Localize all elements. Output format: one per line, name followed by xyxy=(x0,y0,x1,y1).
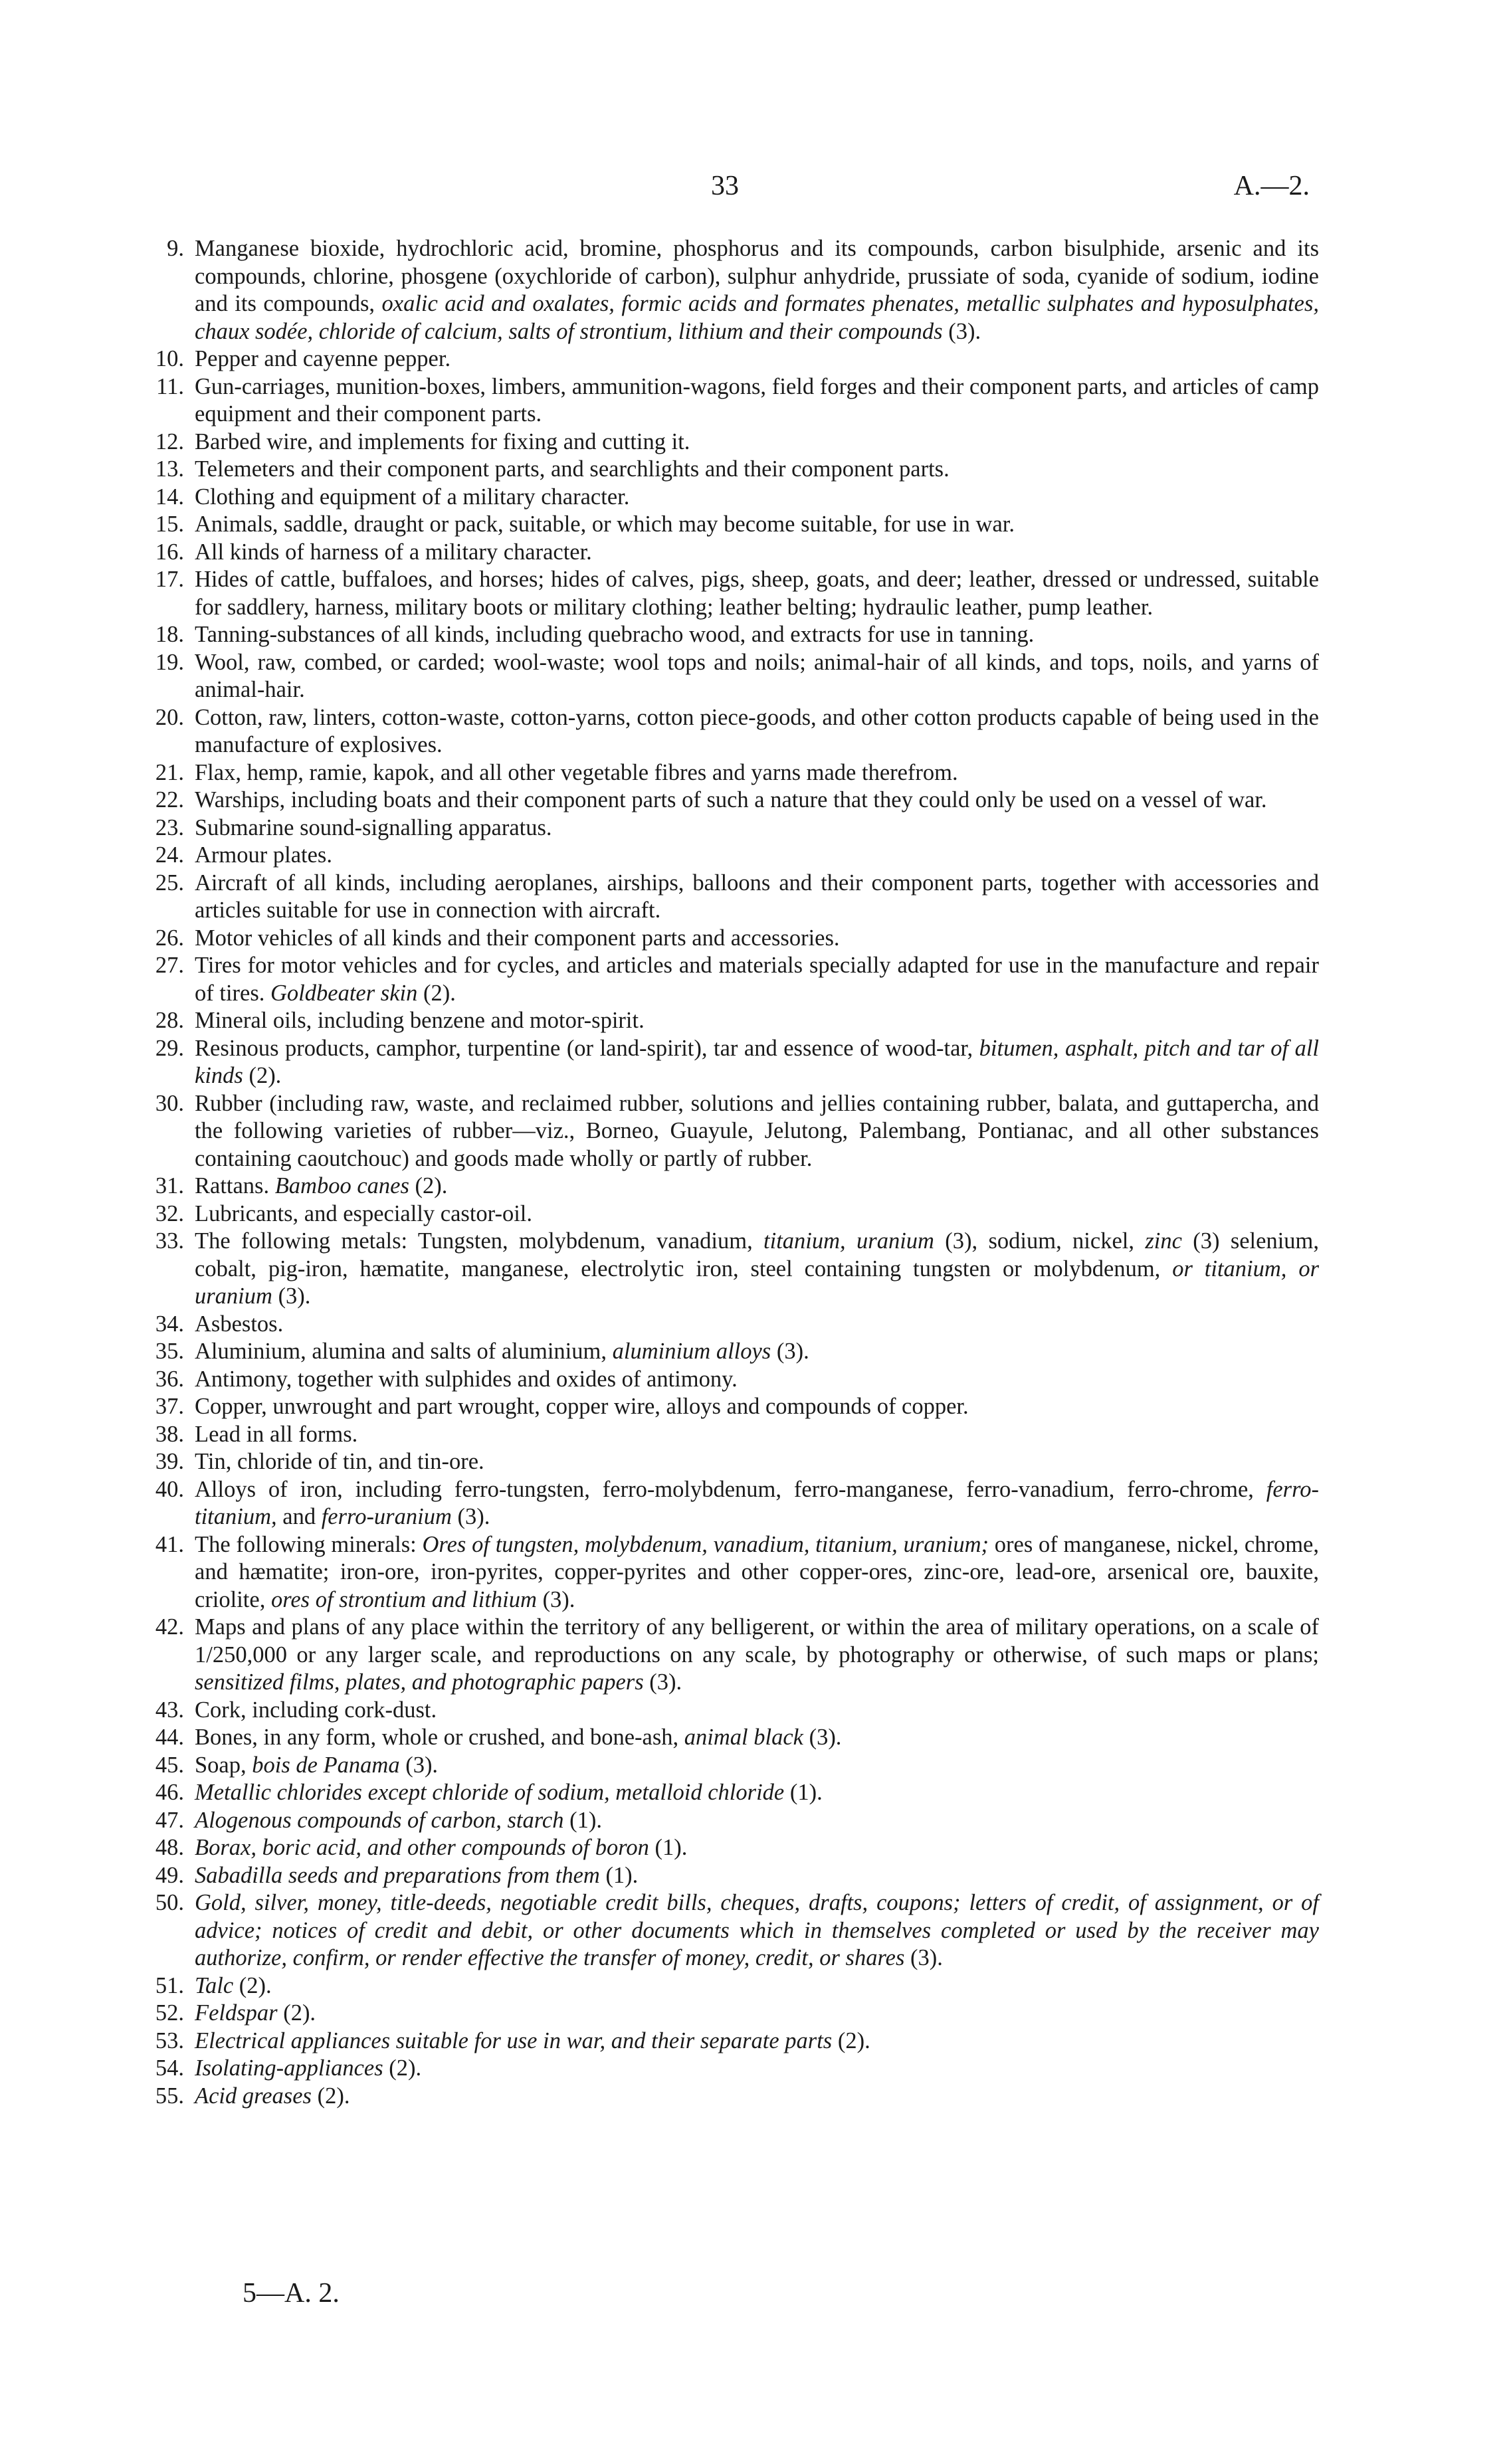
item-number: 55. xyxy=(155,2083,184,2109)
text-segment: (3). xyxy=(643,1669,682,1695)
item-text xyxy=(195,1476,1319,1531)
italic-text-segment: Talc xyxy=(195,1972,234,1998)
list-item xyxy=(143,1173,1319,1200)
list-item xyxy=(143,1889,1319,1972)
text-segment: Antimony, together with sulphides and oxides of antimony. xyxy=(195,1366,738,1392)
item-number: 25. xyxy=(155,870,184,896)
text-segment: Tires for motor vehicles and for cycles, and articles and materials specially adapted for use in the manufacture and repair of tires. xyxy=(195,953,1319,1006)
text-segment: Hides of cattle, buffaloes, and horses; hides of calves, pigs, sheep, goats, and deer; leather, dressed or undressed, suitable for saddlery, harness, military boots or military clothing; leather belting; hydraulic leather, pump leather. xyxy=(195,567,1319,620)
italic-text-segment: oxalic acid and oxalates, formic acids and formates phenates, metallic sulphates and hyposulphates, chaux sodée, chloride of calcium, salts of strontium, lithium and their compounds xyxy=(195,291,1319,344)
list-item xyxy=(143,1035,1319,1090)
list-item xyxy=(143,2083,1319,2111)
item-text xyxy=(195,1448,1319,1476)
text-segment: Lead in all forms. xyxy=(195,1421,358,1447)
item-text xyxy=(195,1889,1319,1972)
item-text xyxy=(195,1697,1319,1725)
text-segment: Submarine sound-signalling apparatus. xyxy=(195,814,552,840)
text-segment: Mineral oils, including benzene and motor-spirit. xyxy=(195,1008,645,1033)
list-item xyxy=(143,1614,1319,1697)
item-number: 19. xyxy=(155,649,184,675)
item-text xyxy=(195,870,1319,925)
italic-text-segment: Electrical appliances suitable for use in war, and their separate parts xyxy=(195,2028,833,2053)
item-number: 29. xyxy=(155,1035,184,1061)
text-segment: (3). xyxy=(904,1945,943,1970)
item-text xyxy=(195,952,1319,1007)
italic-text-segment: Goldbeater skin xyxy=(270,980,418,1006)
text-segment: (3). xyxy=(399,1752,439,1778)
text-segment: Resinous products, camphor, turpentine (or land-spirit), tar and essence of wood-tar, xyxy=(195,1035,979,1061)
list-item xyxy=(143,1807,1319,1835)
item-number: 10. xyxy=(155,346,184,371)
list-item xyxy=(143,1779,1319,1807)
list-item xyxy=(143,787,1319,814)
text-segment: (2). xyxy=(383,2055,422,2081)
item-text xyxy=(195,2055,1319,2083)
item-text xyxy=(195,1311,1319,1339)
text-segment: Barbed wire, and implements for fixing and cutting it. xyxy=(195,428,690,454)
text-segment: (2). xyxy=(311,2083,350,2109)
italic-text-segment: sensitized films, plates, and photographic papers xyxy=(195,1669,644,1695)
text-segment: Tanning-substances of all kinds, including quebracho wood, and extracts for use in tanning. xyxy=(195,622,1035,647)
text-segment: Maps and plans of any place within the territory of any belligerent, or within the area of military operations, on a scale of 1/250,000 or any larger scale, and reproductions on any scale, by photography or otherwise, of such maps or plans; xyxy=(195,1614,1319,1667)
item-number: 35. xyxy=(155,1339,184,1364)
item-number: 53. xyxy=(155,2028,184,2053)
item-text xyxy=(195,539,1319,567)
item-number: 45. xyxy=(155,1752,184,1778)
item-text xyxy=(195,1035,1319,1090)
item-text xyxy=(195,511,1319,539)
item-number: 40. xyxy=(155,1476,184,1502)
item-text xyxy=(195,456,1319,484)
list-item xyxy=(143,235,1319,345)
item-number: 34. xyxy=(155,1311,184,1337)
item-number: 50. xyxy=(155,1890,184,1915)
list-item xyxy=(143,1090,1319,1173)
item-number: 54. xyxy=(155,2055,184,2081)
item-text xyxy=(195,1007,1319,1035)
italic-text-segment: Ores of tungsten, molybdenum, vanadium, titanium, uranium; xyxy=(422,1531,989,1557)
item-text xyxy=(195,1200,1319,1228)
text-segment: ores of manganese, nickel, chrome, and hæmatite; iron-ore, iron-pyrites, copper-pyrites and other copper-ores, zinc-ore, lead-ore, arsenical ore, bauxite, criolite, xyxy=(195,1531,1319,1612)
list-item xyxy=(143,373,1319,428)
italic-text-segment: zinc xyxy=(1145,1228,1182,1254)
italic-text-segment: ores of strontium and lithium xyxy=(270,1586,537,1612)
list-item xyxy=(143,1697,1319,1725)
italic-text-segment: Feldspar xyxy=(195,2000,278,2026)
text-segment: (3). xyxy=(803,1725,842,1750)
list-item xyxy=(143,2055,1319,2083)
item-number: 51. xyxy=(155,1972,184,1998)
list-item xyxy=(143,1007,1319,1035)
italic-text-segment: aluminium alloys xyxy=(612,1339,771,1364)
item-number: 26. xyxy=(155,925,184,951)
list-item xyxy=(143,1448,1319,1476)
text-segment: Motor vehicles of all kinds and their component parts and accessories. xyxy=(195,925,840,951)
item-text xyxy=(195,621,1319,649)
text-segment: (2). xyxy=(417,980,456,1006)
item-number: 43. xyxy=(155,1697,184,1723)
item-number: 52. xyxy=(155,2000,184,2026)
text-segment: and xyxy=(276,1504,322,1529)
text-segment: Asbestos. xyxy=(195,1311,284,1337)
list-item xyxy=(143,1338,1319,1366)
text-segment: Rattans. xyxy=(195,1173,275,1198)
item-number: 42. xyxy=(155,1614,184,1640)
item-number: 20. xyxy=(155,704,184,730)
list-item xyxy=(143,870,1319,925)
item-number: 27. xyxy=(155,953,184,978)
text-segment: Animals, saddle, draught or pack, suitable, or which may become suitable, for use in war. xyxy=(195,512,1015,537)
italic-text-segment: Gold, silver, money, title-deeds, negotiable credit bills, cheques, drafts, coupons; letters of credit, of assignment, or of advice; notices of credit and debit, or other documents which in themselves completed or used by the receiver may authorize, confirm, or render effective the transfer of money, credit, or shares xyxy=(195,1890,1319,1970)
text-segment: Clothing and equipment of a military character. xyxy=(195,484,630,510)
italic-text-segment: Isolating-appliances xyxy=(195,2055,383,2081)
text-segment: (3). xyxy=(451,1504,490,1529)
list-item xyxy=(143,1421,1319,1449)
text-segment: (2). xyxy=(277,2000,316,2026)
text-segment: Aircraft of all kinds, including aeroplanes, airships, balloons and their component parts, together with accessories and articles suitable for use in connection with aircraft. xyxy=(195,870,1319,923)
item-text xyxy=(195,1862,1319,1890)
text-segment: (2). xyxy=(243,1063,282,1088)
item-number: 16. xyxy=(155,539,184,565)
item-text xyxy=(195,1338,1319,1366)
list-item xyxy=(143,1311,1319,1339)
item-number: 14. xyxy=(155,484,184,510)
item-text xyxy=(195,484,1319,512)
list-item xyxy=(143,1972,1319,2000)
italic-text-segment: Borax, boric acid, and other compounds of boron xyxy=(195,1835,649,1860)
text-segment: (1). xyxy=(784,1780,823,1805)
italic-text-segment: or titanium, or uranium xyxy=(195,1256,1319,1309)
contraband-list xyxy=(143,235,1319,2110)
item-text xyxy=(195,842,1319,870)
list-item xyxy=(143,1834,1319,1862)
item-number: 44. xyxy=(155,1725,184,1750)
text-segment: (3). xyxy=(942,318,981,344)
text-segment: Aluminium, alumina and salts of aluminium, xyxy=(195,1339,613,1364)
text-segment: (3) selenium, cobalt, pig-iron, hæmatite, manganese, electrolytic iron, steel containing tungsten or molybdenum, xyxy=(195,1228,1319,1281)
text-segment: Armour plates. xyxy=(195,842,332,868)
item-number: 15. xyxy=(155,512,184,537)
item-number: 23. xyxy=(155,814,184,840)
item-text xyxy=(195,1228,1319,1311)
text-segment: Flax, hemp, ramie, kapok, and all other vegetable fibres and yarns made therefrom. xyxy=(195,759,958,785)
item-text xyxy=(195,1090,1319,1173)
item-text xyxy=(195,2083,1319,2111)
item-text xyxy=(195,428,1319,456)
item-number: 18. xyxy=(155,622,184,647)
item-text xyxy=(195,1834,1319,1862)
item-number: 41. xyxy=(155,1531,184,1557)
item-text xyxy=(195,1531,1319,1614)
list-item xyxy=(143,704,1319,759)
item-text xyxy=(195,1173,1319,1200)
list-item xyxy=(143,539,1319,567)
list-item xyxy=(143,2000,1319,2028)
item-number: 49. xyxy=(155,1862,184,1888)
list-item xyxy=(143,1393,1319,1421)
text-segment: Bones, in any form, whole or crushed, and bone-ash, xyxy=(195,1725,684,1750)
item-text xyxy=(195,1807,1319,1835)
item-text xyxy=(195,1779,1319,1807)
italic-text-segment: Sabadilla seeds and preparations from them xyxy=(195,1862,600,1888)
list-item xyxy=(143,1531,1319,1614)
text-segment: (1). xyxy=(563,1807,602,1833)
page-number: 33 xyxy=(711,171,739,201)
item-number: 48. xyxy=(155,1835,184,1860)
list-item xyxy=(143,1200,1319,1228)
text-segment: Tin, chloride of tin, and tin-ore. xyxy=(195,1449,484,1474)
text-segment: (3). xyxy=(536,1586,575,1612)
text-segment: (3). xyxy=(272,1283,311,1309)
item-text xyxy=(195,759,1319,787)
list-item xyxy=(143,1366,1319,1394)
text-segment: The following metals: Tungsten, molybdenum, vanadium, xyxy=(195,1228,764,1254)
list-item xyxy=(143,1476,1319,1531)
item-text xyxy=(195,345,1319,373)
text-segment: All kinds of harness of a military character. xyxy=(195,539,592,565)
item-number: 21. xyxy=(155,759,184,785)
item-text xyxy=(195,787,1319,814)
document-reference: A.—2. xyxy=(1233,171,1310,201)
text-segment: Gun-carriages, munition-boxes, limbers, ammunition-wagons, field forges and their component parts, and articles of camp equipment and their component parts. xyxy=(195,373,1319,426)
item-number: 36. xyxy=(155,1366,184,1392)
list-item xyxy=(143,456,1319,484)
item-text xyxy=(195,373,1319,428)
list-item xyxy=(143,1862,1319,1890)
italic-text-segment: animal black xyxy=(684,1725,803,1750)
text-segment: Warships, including boats and their component parts of such a nature that they could only be used on a vessel of war. xyxy=(195,787,1267,812)
list-item xyxy=(143,621,1319,649)
item-number: 37. xyxy=(155,1394,184,1419)
list-item xyxy=(143,759,1319,787)
item-text xyxy=(195,2000,1319,2028)
item-number: 28. xyxy=(155,1008,184,1033)
text-segment: Copper, unwrought and part wrought, copper wire, alloys and compounds of copper. xyxy=(195,1394,969,1419)
item-text xyxy=(195,2028,1319,2055)
italic-text-segment: bitumen, asphalt, pitch and tar of all kinds xyxy=(195,1035,1319,1088)
list-item xyxy=(143,345,1319,373)
item-text xyxy=(195,1366,1319,1394)
text-segment: Pepper and cayenne pepper. xyxy=(195,346,451,371)
text-segment: (3). xyxy=(771,1339,809,1364)
list-item xyxy=(143,1724,1319,1752)
list-item xyxy=(143,842,1319,870)
item-number: 30. xyxy=(155,1090,184,1116)
item-text xyxy=(195,704,1319,759)
item-text xyxy=(195,1972,1319,2000)
item-text xyxy=(195,566,1319,621)
text-segment: Soap, xyxy=(195,1752,252,1778)
text-segment: (2). xyxy=(409,1173,448,1198)
text-segment: Alloys of iron, including ferro-tungsten, ferro-molybdenum, ferro-manganese, ferro-vanadium, ferro-chrome, xyxy=(195,1476,1266,1502)
text-segment: Wool, raw, combed, or carded; wool-waste; wool tops and noils; animal-hair of all kinds, and tops, noils, and yarns of animal-hair. xyxy=(195,649,1319,702)
list-item xyxy=(143,2028,1319,2055)
text-segment: Cork, including cork-dust. xyxy=(195,1697,437,1723)
item-text xyxy=(195,1752,1319,1780)
list-item xyxy=(143,952,1319,1007)
italic-text-segment: bois de Panama xyxy=(252,1752,400,1778)
item-number: 9. xyxy=(167,236,184,261)
italic-text-segment: Acid greases xyxy=(195,2083,312,2109)
list-item xyxy=(143,814,1319,842)
item-number: 13. xyxy=(155,456,184,482)
item-text xyxy=(195,925,1319,953)
list-item xyxy=(143,428,1319,456)
text-segment: (2). xyxy=(233,1972,272,1998)
italic-text-segment: ferro-uranium xyxy=(321,1504,452,1529)
item-number: 22. xyxy=(155,787,184,812)
text-segment: Telemeters and their component parts, and searchlights and their component parts. xyxy=(195,456,950,482)
italic-text-segment: ferro-titanium, xyxy=(195,1476,1319,1529)
italic-text-segment: titanium, uranium xyxy=(763,1228,934,1254)
item-number: 46. xyxy=(155,1780,184,1805)
item-text xyxy=(195,1421,1319,1449)
text-segment: (2). xyxy=(832,2028,870,2053)
list-item xyxy=(143,649,1319,704)
text-segment: Lubricants, and especially castor-oil. xyxy=(195,1200,532,1226)
italic-text-segment: Alogenous compounds of carbon, starch xyxy=(195,1807,564,1833)
italic-text-segment: Metallic chlorides except chloride of sodium, metalloid chloride xyxy=(195,1780,785,1805)
item-text xyxy=(195,649,1319,704)
item-number: 39. xyxy=(155,1449,184,1474)
text-segment: (3), sodium, nickel, xyxy=(934,1228,1146,1254)
item-text xyxy=(195,1724,1319,1752)
item-number: 12. xyxy=(155,428,184,454)
item-number: 47. xyxy=(155,1807,184,1833)
item-number: 17. xyxy=(155,567,184,592)
item-text xyxy=(195,235,1319,345)
item-number: 24. xyxy=(155,842,184,868)
list-item xyxy=(143,1752,1319,1780)
item-text xyxy=(195,1614,1319,1697)
item-number: 32. xyxy=(155,1200,184,1226)
list-item xyxy=(143,925,1319,953)
item-text xyxy=(195,1393,1319,1421)
item-number: 31. xyxy=(155,1173,184,1198)
list-item xyxy=(143,1228,1319,1311)
item-text xyxy=(195,814,1319,842)
sheet-signature: 5—A. 2. xyxy=(243,2278,340,2309)
item-number: 11. xyxy=(156,373,184,399)
text-segment: (1). xyxy=(649,1835,688,1860)
text-segment: The following minerals: xyxy=(195,1531,423,1557)
list-item xyxy=(143,484,1319,512)
text-segment: Cotton, raw, linters, cotton-waste, cotton-yarns, cotton piece-goods, and other cotton products capable of being used in the manufacture of explosives. xyxy=(195,704,1319,757)
text-segment: Manganese bioxide, hydrochloric acid, bromine, phosphorus and its compounds, carbon bisulphide, arsenic and its compounds, chlorine, phosgene (oxychloride of carbon), sulphur anhydride, prussiate of soda, cyanide of sodium, iodine and its compounds, xyxy=(195,236,1319,316)
italic-text-segment: Bamboo canes xyxy=(274,1173,409,1198)
item-number: 33. xyxy=(155,1228,184,1254)
item-number: 38. xyxy=(155,1421,184,1447)
list-item xyxy=(143,566,1319,621)
text-segment: Rubber (including raw, waste, and reclaimed rubber, solutions and jellies containing rubber, balata, and guttapercha, and the following varieties of rubber—viz., Borneo, Guayule, Jelutong, Palembang, Pontianac, and all other substances containing caoutchouc) and goods made wholly or partly of rubber. xyxy=(195,1090,1319,1171)
text-segment: (1). xyxy=(599,1862,639,1888)
list-item xyxy=(143,511,1319,539)
